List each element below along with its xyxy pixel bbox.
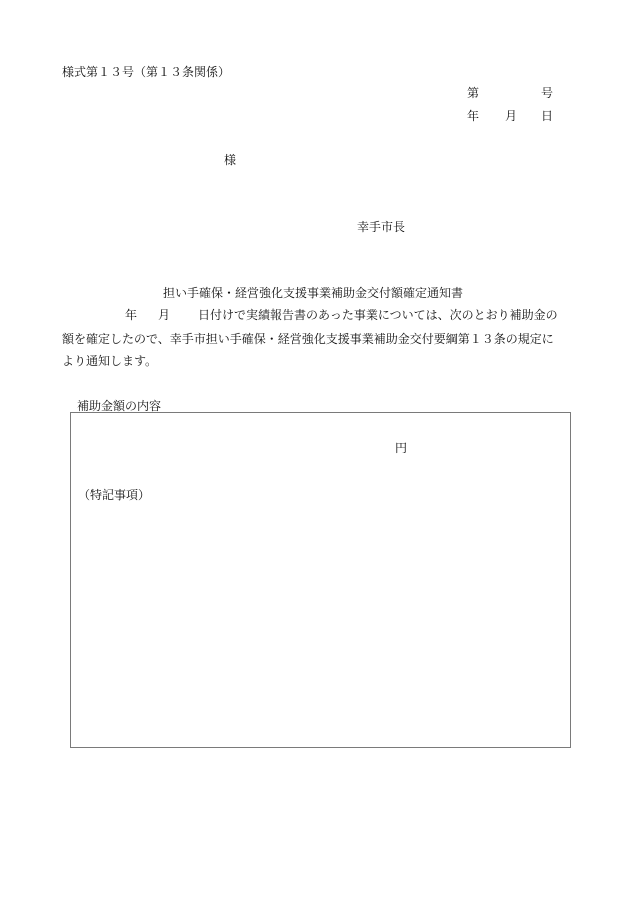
body-year-label: 年 xyxy=(125,308,138,322)
special-notes-label: （特記事項） xyxy=(78,488,151,502)
amount-content-box xyxy=(70,412,571,748)
document-title: 担い手確保・経営強化支援事業補助金交付額確定通知書 xyxy=(163,286,464,300)
body-text-line-3: より通知します。 xyxy=(62,354,158,368)
body-text-line-1: 日付けで実績報告書のあった事業については、次のとおり補助金の xyxy=(198,308,558,322)
date-day-label: 日 xyxy=(541,109,554,123)
body-text-line-2: 額を確定したので、幸手市担い手確保・経営強化支援事業補助金交付要綱第１３条の規定に xyxy=(62,332,554,346)
amount-box-caption: 補助金額の内容 xyxy=(77,399,162,413)
addressee-honorific: 様 xyxy=(224,153,237,167)
date-year-label: 年 xyxy=(467,109,480,123)
document-number-prefix: 第 xyxy=(467,86,480,100)
body-month-label: 月 xyxy=(158,308,171,322)
document-number-suffix: 号 xyxy=(541,86,554,100)
form-number: 様式第１３号（第１３条関係） xyxy=(62,65,231,79)
issuer-name: 幸手市長 xyxy=(357,220,406,234)
date-month-label: 月 xyxy=(505,109,518,123)
yen-unit-label: 円 xyxy=(395,441,408,455)
